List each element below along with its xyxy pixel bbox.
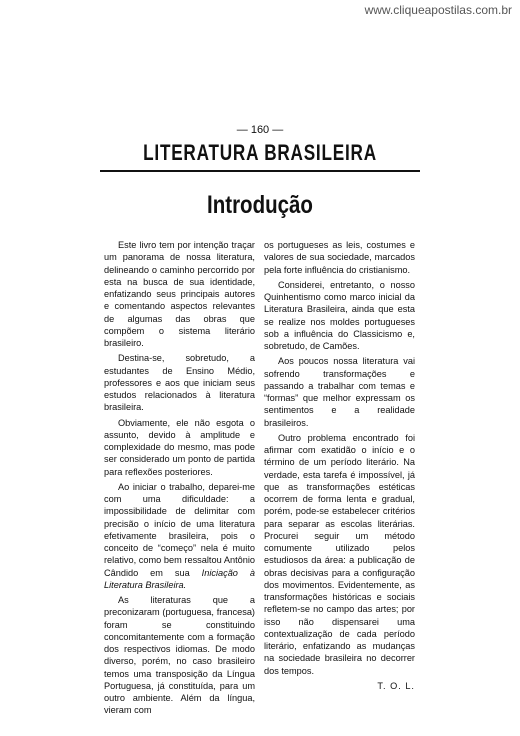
paragraph: Obviamente, ele não esgota o assunto, devido à amplitude e complexidade do mesmo, mas pode ser considerado um ponto de partida para reflexões posteriores. <box>104 417 255 477</box>
section-title: Introdução <box>207 191 313 219</box>
paragraph-text: Ao iniciar o trabalho, deparei-me com uma dificuldade: a impossibilidade de delimitar com precisão o início de uma literatura efetivamente brasileira, pois o conceito de “começo” nela é muito relativo, como bem ressaltou Antônio Cândido em sua <box>104 481 255 578</box>
book-citation: Iniciação à Literatura Brasileira. <box>104 567 255 590</box>
paragraph: Destina-se, sobretudo, a estudantes de Ensino Médio, professores e aos que iniciam seus estudos relacionados à literatura brasileira. <box>104 353 255 413</box>
author-signature: T. O. L. <box>377 680 415 691</box>
book-title: LITERATURA BRASILEIRA <box>143 140 377 165</box>
site-url: www.cliqueapostilas.com.br <box>364 3 512 17</box>
paragraph: Outro problema encontrado foi afirmar com exatidão o início e o término de um período literário. Na verdade, esta tarefa é impossível, já que as transformações estéticas ocorrem de forma lenta e gradual, porém, pode-se estabelecer critérios para separar as escolas literárias. Procurei seguir um método comumente utilizado pelos estudiosos da área: a publicação de obras decisivas para a configuração dos movimentos. Evidentemente, as transformações históricas e sociais refletem-se no campo das artes; por isso não dispensarei uma contextualização de cada período literário, enfatizando as mudanças na sociedade brasileira no decorrer dos tempos. <box>264 432 415 676</box>
page-number: — 160 — <box>236 124 284 136</box>
paragraph-with-citation <box>104 481 255 591</box>
paragraph: Considerei, entretanto, o nosso Quinhentismo como marco inicial da Literatura Brasileira, ainda que esta se realize nos moldes portugueses sob a influência do Classicismo e, sobretudo, de Camões. <box>264 279 415 351</box>
left-text-column <box>104 239 255 720</box>
title-divider <box>100 170 420 172</box>
paragraph-continued: os portugueses as leis, costumes e valores de sua sociedade, marcados pela forte influência do cristianismo. <box>264 240 415 275</box>
paragraph: As literaturas que a preconizaram (portuguesa, francesa) foram se constituindo concomitantemente com a formação dos respectivos idiomas. De modo diverso, porém, no caso brasileiro temos uma transposição da Língua Portuguesa, já constituída, para um outro ambiente. Além da língua, vieram com <box>104 595 255 716</box>
paragraph: Este livro tem por intenção traçar um panorama de nossa literatura, delineando o caminho percorrido por esta na busca de sua identidade, enfatizando seus principais autores e comentando aspectos relevantes de algumas das obras que compõem o sistema literário brasileiro. <box>104 240 255 348</box>
paragraph: Aos poucos nossa literatura vai sofrendo transformações e passando a trabalhar com temas e “formas” que melhor expressam os sentimentos e a realidade brasileiros. <box>264 356 415 428</box>
right-text-column <box>264 239 415 692</box>
